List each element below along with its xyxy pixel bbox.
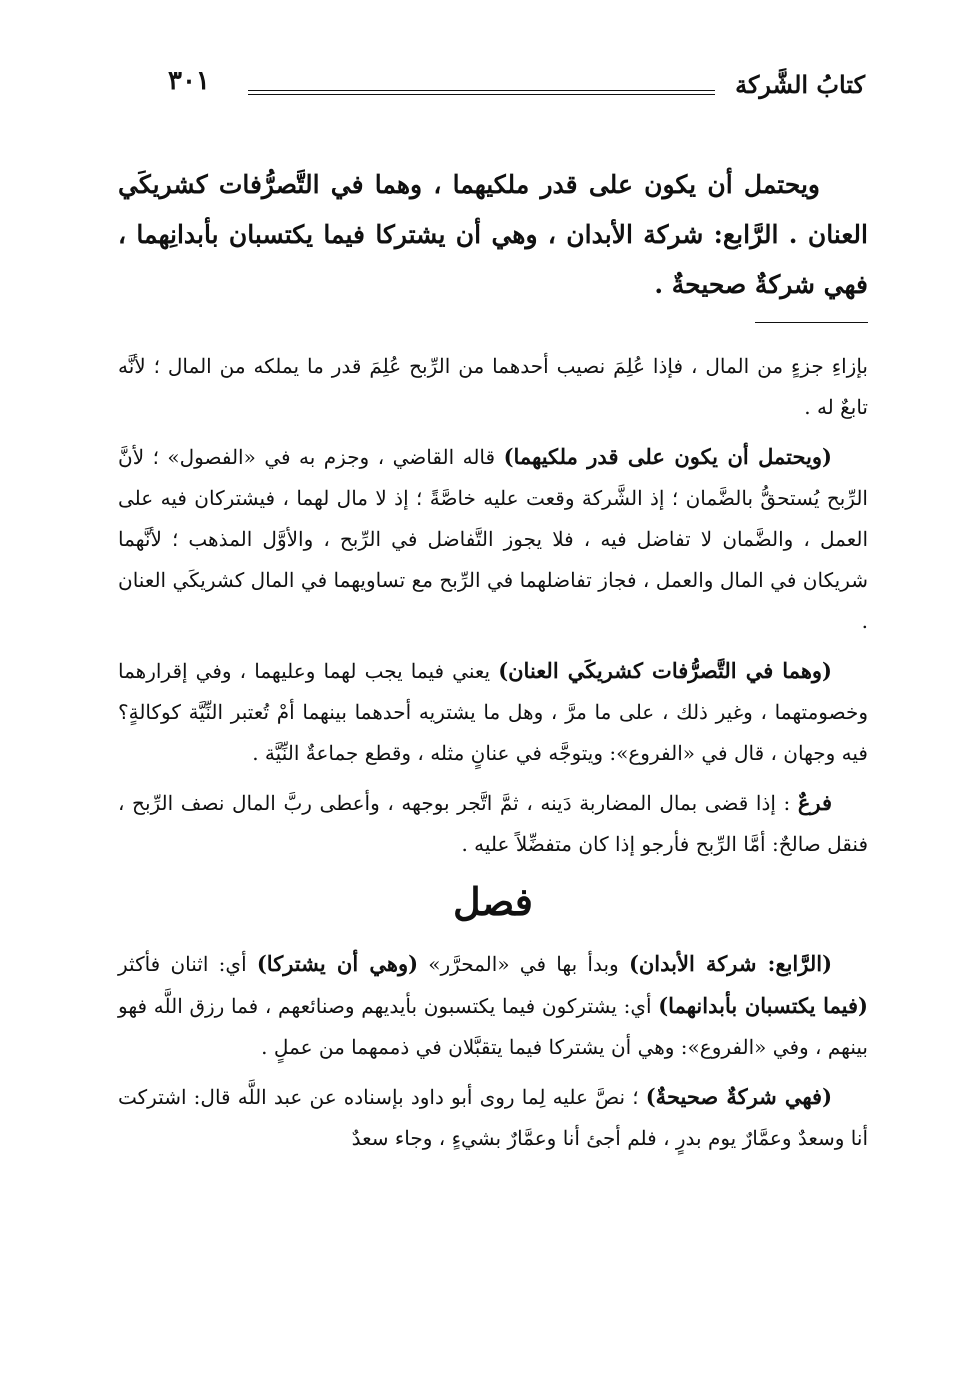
section-heading: فصل [453, 879, 533, 924]
running-title: كتابُ الشَّركة [735, 70, 865, 99]
quoted-text: (ويحتمل أن يكون على قدر ملكيهما) [503, 444, 832, 469]
quoted-text: (فيما يكتسبان بأبدانهما) [658, 993, 868, 1018]
branch-label: فرعٌ [797, 790, 832, 815]
main-paragraph: ويحتمل أن يكون على قدر ملكيهما ، وهما في التَّصرُّفات كشريكَي العنان . الرَّابع: شركة الأبدان ، وهي أن يشتركا فيما يكتسبان بأبدانِهما ، فهي شركةٌ صحيحةٌ . [118, 170, 868, 299]
page-header [120, 62, 865, 122]
commentary-paragraph-2 [118, 436, 868, 642]
page-number: ٣٠١ [168, 66, 210, 96]
quoted-text: (فهي شركةٌ صحيحةٌ) [645, 1084, 833, 1109]
commentary-paragraph-4 [118, 782, 868, 865]
commentary-text: ؛ نصَّ عليه لِما روى أبو داود بإسناده عن عبد اللَّه قال: اشتركت أنا وسعدٌ وعمَّارٌ يوم بدرٍ ، فلم أجئ أنا وعمَّارٌ بشيءٍ ، وجاء سعدٌ [118, 1085, 868, 1150]
commentary-paragraph-6 [118, 1076, 868, 1159]
commentary-paragraph-1: بإزاءِ جزءٍ من المال ، فإذا عُلِمَ نصيب أحدهما من الرِّبح عُلِمَ قدر ما يملكه من المال ؛ لأنَّه تابعٌ له . [118, 354, 868, 419]
commentary-text: : إذا قضى بمال المضاربة دَينه ، ثمَّ اتَّجر بوجهه ، وأعطى ربَّ المال نصف الرِّبح ، فنقل صالحٌ: أمَّا الرِّبح فأرجو إذا كان متفضِّلاً عليه . [118, 791, 868, 856]
commentary-text: أي: يشتركون فيما يكتسبون بأيديهم وصنائعهم ، فما رزق اللَّه فهو بينهم ، وفي «الفروع»: وهي أن يشتركا فيما يتقبَّلان في ذممهما من عملٍ . [118, 994, 868, 1059]
footnote-separator [755, 322, 868, 323]
quoted-text: (الرَّابع: شركة الأبدان) [628, 951, 833, 976]
quoted-text: (وهما في التَّصرُّفات كشريكَي العنان) [498, 658, 832, 683]
main-text [118, 160, 868, 310]
commentary-text: أي: اثنان فأكثر [118, 952, 257, 976]
commentary-text: وبدأ بها في «المحرَّر» [418, 952, 629, 976]
commentary-paragraph-5 [118, 943, 868, 1068]
commentary-text: يعني فيما يجب لهما وعليهما ، وفي إقرارهما وخصومتهما ، وغير ذلك ، على ما مرَّ ، وهل ما يشتريه أحدهما بينهما أمْ تُعتبر النِّيَّة كوكالةٍ؟ فيه وجهان ، قال في «الفروع»: ويتوجَّه في عنانٍ مثله ، وقطع جماعةٌ النِّيَّة . [118, 659, 868, 765]
commentary [118, 346, 868, 1167]
commentary-text: قاله القاضي ، وجزم به في «الفصول» ؛ لأنَّ الرِّبح يُستحقُّ بالضَّمان ؛ إذ الشَّركة وقعت عليه خاصَّةً ؛ إذ لا مال لهما ، فيشتركان فيه على العمل ، والضَّمان لا تفاضل فيه ، فلا يجوز التَّفاضل في الرِّبح ، والأوَّل المذهب ؛ لأنَّهما شريكان في المال والعمل ، فجاز تفاضلهما في الرِّبح مع تساويهما في المال كشريكَي العنان . [118, 445, 868, 633]
commentary-paragraph-3 [118, 650, 868, 774]
header-rule [248, 90, 715, 95]
quoted-text: (وهي أن يشتركا) [256, 951, 419, 976]
